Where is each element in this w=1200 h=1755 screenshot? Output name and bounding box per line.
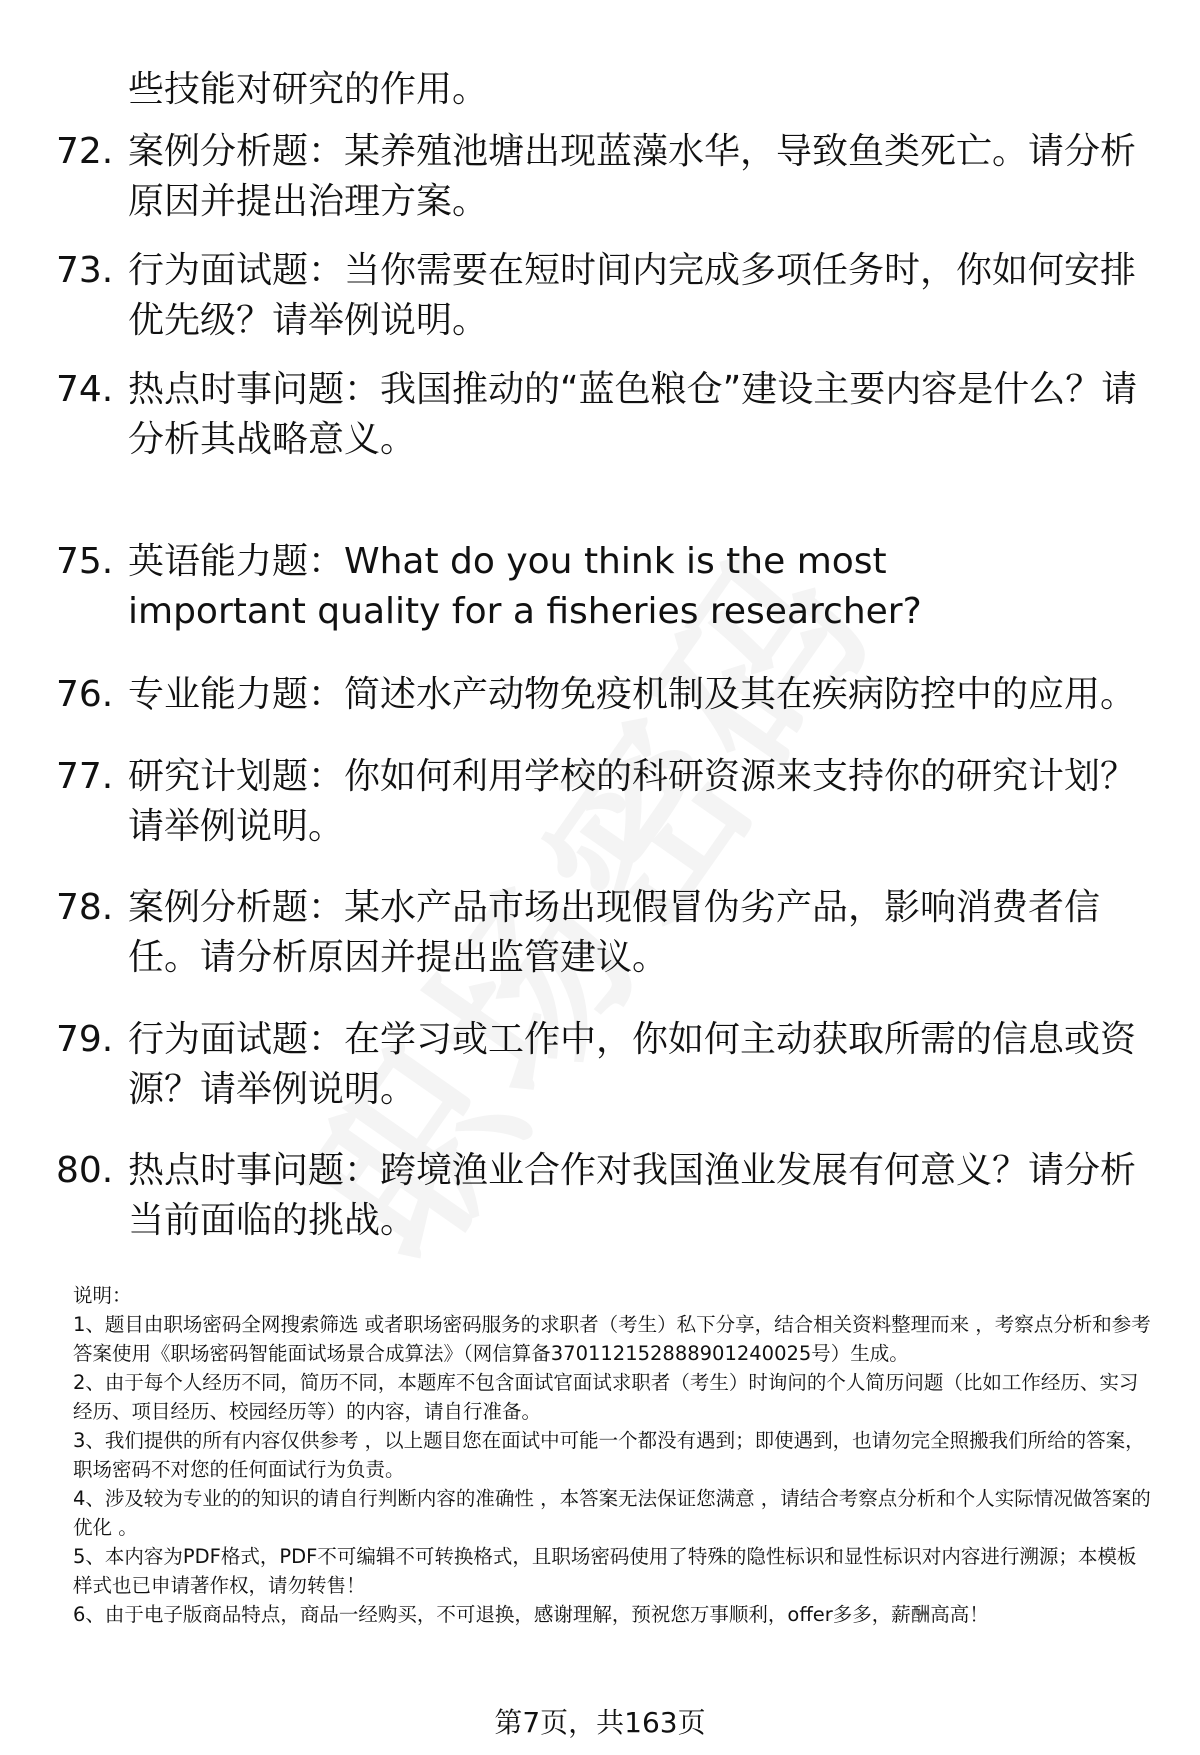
- question-text: 些技能对研究的作用。: [128, 69, 489, 110]
- question-text: 行为面试题：在学习或工作中，你如何主动获取所需的信息或资源？请举例说明。: [128, 1019, 1137, 1110]
- question-continuation: [56, 65, 1166, 115]
- question-text: 案例分析题：某养殖池塘出现蓝藻水华，导致鱼类死亡。请分析原因并提出治理方案。: [128, 131, 1137, 222]
- page-number: 第7页，共163页: [494, 1706, 706, 1739]
- note-item-2: 2、由于每个人经历不同，简历不同，本题库不包含面试官面试求职者（考生）时询问的个人简历问题（比如工作经历、实习经历、项目经历、校园经历等）的内容，请自行准备。: [73, 1371, 1139, 1423]
- question-number: 80.: [56, 1150, 114, 1191]
- question-80: [56, 1146, 1166, 1246]
- question-number: 79.: [56, 1019, 114, 1060]
- question-number: 76.: [56, 674, 114, 715]
- question-79: [56, 1015, 1166, 1115]
- question-number: 77.: [56, 756, 114, 797]
- question-number: 73.: [56, 250, 114, 291]
- question-72: [56, 127, 1166, 227]
- question-number: 78.: [56, 887, 114, 928]
- question-74: [56, 365, 1166, 465]
- question-text: 热点时事问题：跨境渔业合作对我国渔业发展有何意义？请分析当前面临的挑战。: [128, 1150, 1137, 1241]
- question-73: [56, 246, 1166, 346]
- question-number: 74.: [56, 369, 114, 410]
- question-text: 研究计划题：你如何利用学校的科研资源来支持你的研究计划？请举例说明。: [128, 756, 1137, 847]
- question-76: [56, 670, 1166, 720]
- question-number: 72.: [56, 131, 114, 172]
- question-text: 热点时事问题：我国推动的“蓝色粮仓”建设主要内容是什么？请分析其战略意义。: [128, 369, 1138, 460]
- question-77: [56, 752, 1166, 852]
- question-text: 行为面试题：当你需要在短时间内完成多项任务时，你如何安排优先级？请举例说明。: [128, 250, 1137, 341]
- question-text: 英语能力题：What do you think is the most important quality for a fisheries researcher?: [128, 541, 922, 632]
- note-item-6: 6、由于电子版商品特点，商品一经购买，不可退换，感谢理解，预祝您万事顺利，offer多多，薪酬高高！: [73, 1603, 989, 1626]
- note-item-5: 5、本内容为PDF格式，PDF不可编辑不可转换格式，且职场密码使用了特殊的隐性标识和显性标识对内容进行溯源；本模板样式也已申请著作权，请勿转售！: [73, 1545, 1137, 1597]
- notes-title: 说明：: [73, 1284, 132, 1307]
- notes-section: [73, 1281, 1153, 1629]
- question-78: [56, 883, 1166, 983]
- note-item-1: 1、题目由职场密码全网搜索筛选 或者职场密码服务的求职者（考生）私下分享，结合相关资料整理而来 ，考察点分析和参考答案使用《职场密码智能面试场景合成算法》（网信算备370112152888901240025号）生成。: [73, 1313, 1151, 1365]
- note-item-4: 4、涉及较为专业的的知识的请自行判断内容的准确性 ，本答案无法保证您满意 ，请结合考察点分析和个人实际情况做答案的优化 。: [73, 1487, 1151, 1539]
- note-item-3: 3、我们提供的所有内容仅供参考 ，以上题目您在面试中可能一个都没有遇到；即使遇到，也请勿完全照搬我们所给的答案，职场密码不对您的任何面试行为负责。: [73, 1429, 1145, 1481]
- question-text: 专业能力题：简述水产动物免疫机制及其在疾病防控中的应用。: [128, 674, 1137, 715]
- question-75: [56, 537, 1166, 637]
- question-text: 案例分析题：某水产品市场出现假冒伪劣产品，影响消费者信任。请分析原因并提出监管建议。: [128, 887, 1101, 978]
- question-number: 75.: [56, 541, 114, 582]
